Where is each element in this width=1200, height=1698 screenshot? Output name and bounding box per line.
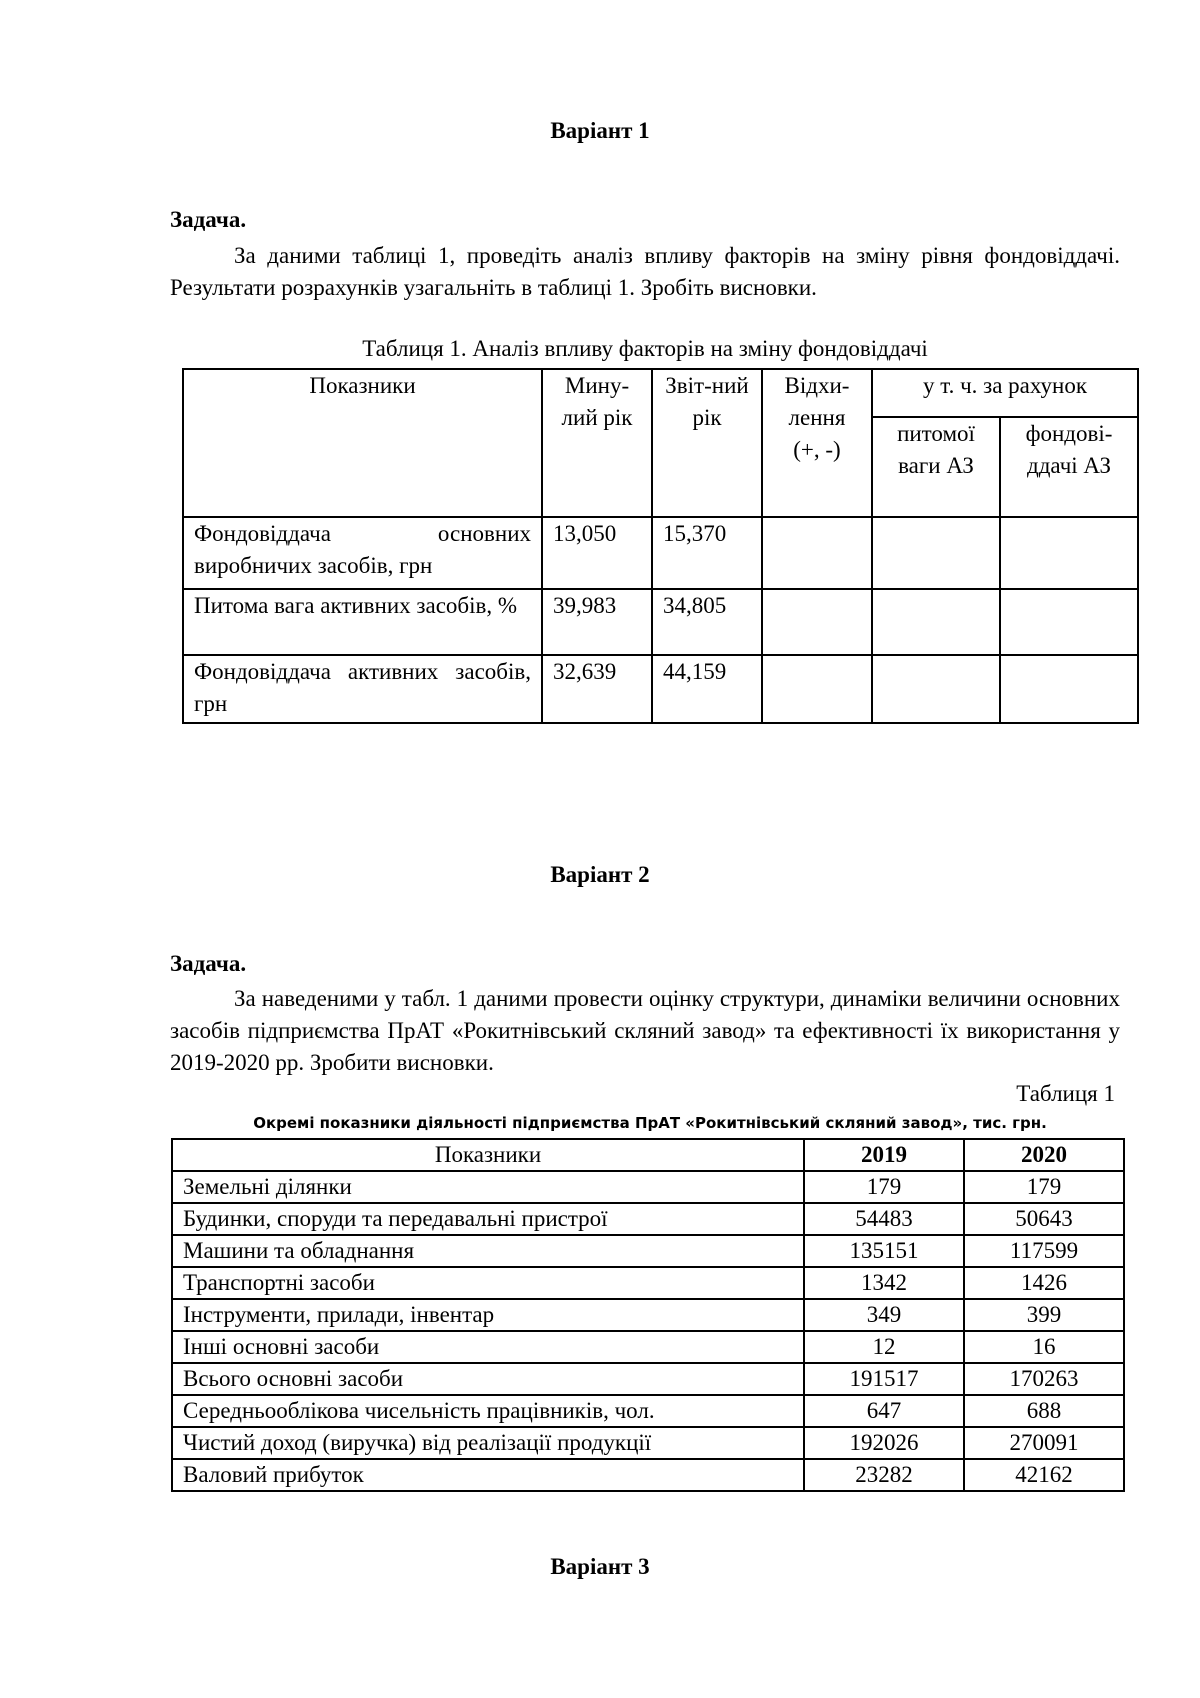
row-label: Всього основні засоби [172, 1363, 804, 1395]
variant-2-heading: Варіант 2 [550, 862, 650, 887]
table-row [183, 589, 1138, 655]
row-label: Земельні ділянки [172, 1171, 804, 1203]
row-2020: 270091 [964, 1427, 1124, 1459]
table-row [183, 517, 1138, 589]
row-2019: 647 [804, 1395, 964, 1427]
row-2019: 192026 [804, 1427, 964, 1459]
row-label: Інші основні засоби [172, 1331, 804, 1363]
row-2019: 12 [804, 1331, 964, 1363]
table-row [172, 1395, 1124, 1427]
table-header-row [183, 369, 1138, 417]
header-prev-year: Мину-лий рік [542, 369, 652, 517]
variant-2-table-label: Таблиця 1 [1016, 1081, 1115, 1106]
row-label: Чистий доход (виручка) від реалізації продукції [172, 1427, 804, 1459]
row-deviation [762, 517, 872, 589]
variant-1-task-text-body: За даними таблиці 1, проведіть аналіз впливу факторів на зміну рівня фондовіддачі. Результати розрахунків узагальніть в таблиці 1. Зробіть висновки. [170, 243, 1120, 300]
row-label: Фондовіддача активних засобів, грн [183, 655, 542, 723]
table-row [172, 1299, 1124, 1331]
row-label: Будинки, споруди та передавальні пристрої [172, 1203, 804, 1235]
variant-1-task-text [170, 240, 1120, 304]
row-2020: 179 [964, 1171, 1124, 1203]
row-2020: 399 [964, 1299, 1124, 1331]
row-share [872, 589, 1000, 655]
header-incl: у т. ч. за рахунок [872, 369, 1138, 417]
row-2019: 349 [804, 1299, 964, 1331]
row-prev: 39,983 [542, 589, 652, 655]
header-indicators: Показники [172, 1139, 804, 1171]
header-year-2019: 2019 [804, 1139, 964, 1171]
row-label: Середньооблікова чисельність працівників, чол. [172, 1395, 804, 1427]
table-row [183, 655, 1138, 723]
table-row [172, 1203, 1124, 1235]
row-2020: 1426 [964, 1267, 1124, 1299]
row-2020: 117599 [964, 1235, 1124, 1267]
header-report-year: Звіт-ний рік [652, 369, 762, 517]
row-2020: 170263 [964, 1363, 1124, 1395]
row-return [1000, 589, 1138, 655]
row-label: Машини та обладнання [172, 1235, 804, 1267]
row-report: 34,805 [652, 589, 762, 655]
variant-2-task-text-body: За наведеними у табл. 1 даними провести оцінку структури, динаміки величини основних засобів підприємства ПрАТ «Рокитнівський скляний завод» та ефективності їх використання у 2019-2020 рр. Зробити висновки. [170, 986, 1120, 1075]
row-share [872, 517, 1000, 589]
variant-1-task-label: Задача. [170, 207, 247, 232]
variant-2-assets-table [171, 1138, 1125, 1492]
variant-3-heading: Варіант 3 [550, 1554, 650, 1579]
table-row [172, 1331, 1124, 1363]
variant-2-table-title: Окремі показники діяльності підприємства ПрАТ «Рокитнівський скляний завод», тис. грн. [253, 1114, 1047, 1132]
row-return [1000, 655, 1138, 723]
variant-2-task-text [170, 983, 1120, 1079]
table-row [172, 1235, 1124, 1267]
row-prev: 32,639 [542, 655, 652, 723]
row-prev: 13,050 [542, 517, 652, 589]
row-label: Інструменти, прилади, інвентар [172, 1299, 804, 1331]
row-share [872, 655, 1000, 723]
row-report: 15,370 [652, 517, 762, 589]
variant-1-heading: Варіант 1 [550, 118, 650, 143]
row-2019: 191517 [804, 1363, 964, 1395]
row-2019: 135151 [804, 1235, 964, 1267]
row-label: Транспортні засоби [172, 1267, 804, 1299]
row-deviation [762, 589, 872, 655]
table-row [172, 1267, 1124, 1299]
header-return: фондові-ддачі АЗ [1000, 417, 1138, 517]
row-deviation [762, 655, 872, 723]
header-share: питомої ваги АЗ [872, 417, 1000, 517]
row-2019: 54483 [804, 1203, 964, 1235]
header-year-2020: 2020 [964, 1139, 1124, 1171]
row-2019: 179 [804, 1171, 964, 1203]
table-header-row [172, 1139, 1124, 1171]
header-indicators: Показники [183, 369, 542, 517]
variant-2-task-label: Задача. [170, 951, 247, 976]
row-2020: 16 [964, 1331, 1124, 1363]
row-2020: 50643 [964, 1203, 1124, 1235]
row-report: 44,159 [652, 655, 762, 723]
variant-1-table-caption: Таблиця 1. Аналіз впливу факторів на зміну фондовіддачі [362, 336, 928, 361]
table-row [172, 1363, 1124, 1395]
table-row [172, 1171, 1124, 1203]
row-2019: 23282 [804, 1459, 964, 1491]
row-label: Валовий прибуток [172, 1459, 804, 1491]
table-row [172, 1459, 1124, 1491]
row-2020: 688 [964, 1395, 1124, 1427]
table-row [172, 1427, 1124, 1459]
row-label: Питома вага активних засобів, % [183, 589, 542, 655]
header-deviation: Відхи-лення (+, -) [762, 369, 872, 517]
row-return [1000, 517, 1138, 589]
row-2019: 1342 [804, 1267, 964, 1299]
row-2020: 42162 [964, 1459, 1124, 1491]
variant-1-factor-table [182, 368, 1139, 724]
row-label: Фондовіддача основних виробничих засобів, грн [183, 517, 542, 589]
